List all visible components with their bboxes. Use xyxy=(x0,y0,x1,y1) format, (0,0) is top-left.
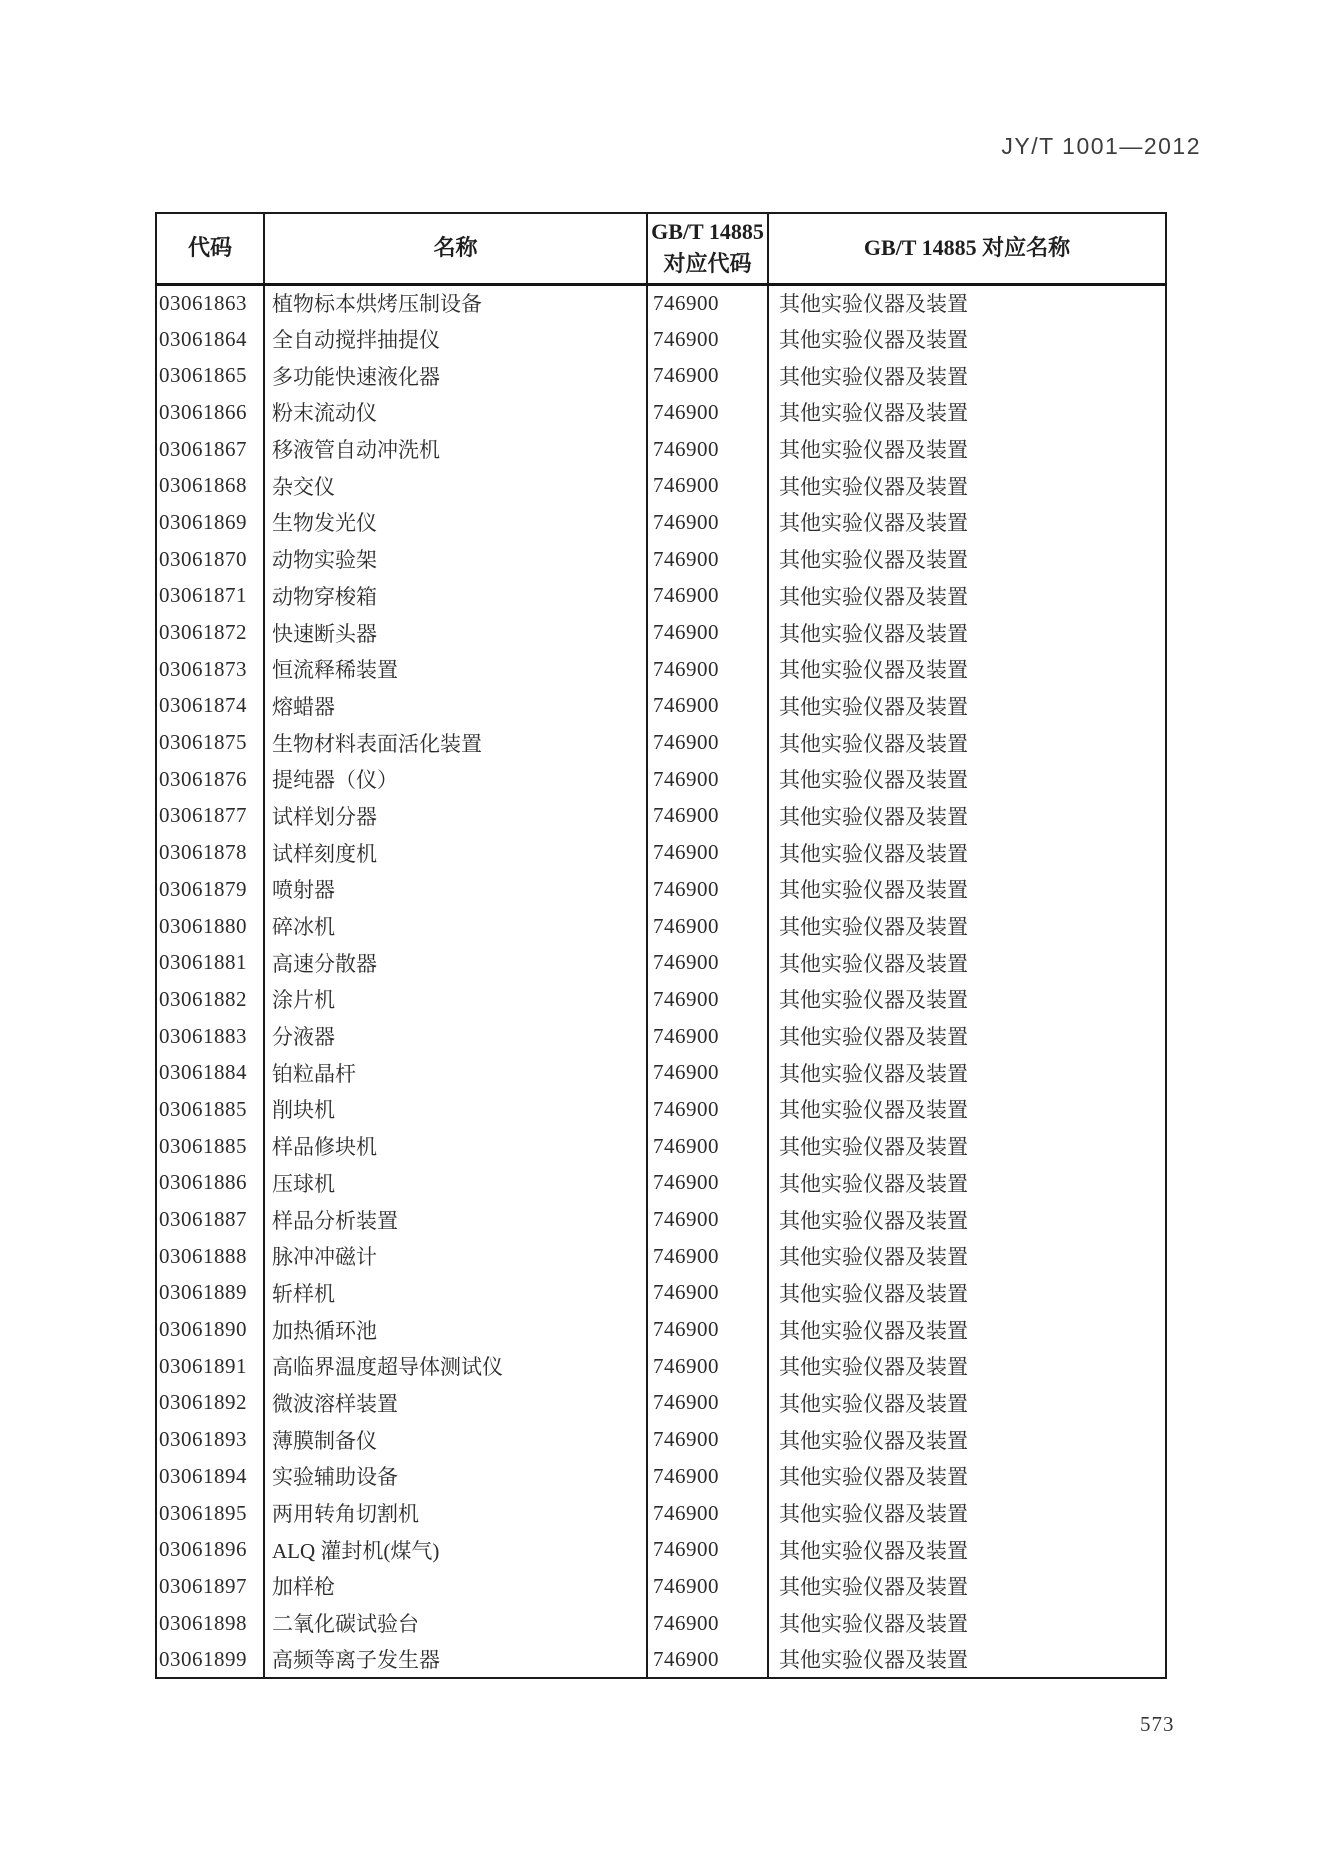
cell-gbt-name: 其他实验仪器及装置 xyxy=(779,438,968,463)
cell-name: 试样划分器 xyxy=(264,798,647,835)
cell-gbt-code: 746900 xyxy=(647,1275,768,1312)
cell-gbt-name: 其他实验仪器及装置 xyxy=(779,694,968,719)
cell-code: 03061881 xyxy=(156,944,264,981)
cell-gbt-name: 其他实验仪器及装置 xyxy=(779,1025,968,1050)
cell-gbt-code: 746900 xyxy=(647,1531,768,1568)
cell-name: 样品分析装置 xyxy=(264,1201,647,1238)
cell-name: 加样枪 xyxy=(264,1568,647,1605)
table-row xyxy=(156,1201,1166,1238)
cell-name: 移液管自动冲洗机 xyxy=(264,431,647,468)
cell-code: 03061872 xyxy=(156,614,264,651)
cell-code: 03061865 xyxy=(156,357,264,394)
cell-code: 03061887 xyxy=(156,1201,264,1238)
cell-name: 薄膜制备仪 xyxy=(264,1421,647,1458)
cell-gbt-name: 其他实验仪器及装置 xyxy=(779,401,968,426)
cell-gbt-code: 746900 xyxy=(647,908,768,945)
cell-code: 03061886 xyxy=(156,1165,264,1202)
table-row xyxy=(156,651,1166,688)
cell-code: 03061894 xyxy=(156,1458,264,1495)
col-header-name: 名称 xyxy=(264,213,647,284)
cell-gbt-name: 其他实验仪器及装置 xyxy=(779,621,968,646)
cell-name: 高频等离子发生器 xyxy=(264,1641,647,1678)
cell-name: 分液器 xyxy=(264,1018,647,1055)
table-row xyxy=(156,1091,1166,1128)
cell-gbt-code: 746900 xyxy=(647,944,768,981)
cell-code: 03061869 xyxy=(156,504,264,541)
cell-name: 粉末流动仪 xyxy=(264,394,647,431)
cell-code: 03061890 xyxy=(156,1311,264,1348)
cell-name: 动物实验架 xyxy=(264,541,647,578)
cell-gbt-code: 746900 xyxy=(647,1568,768,1605)
cell-gbt-code: 746900 xyxy=(647,1018,768,1055)
cell-code: 03061888 xyxy=(156,1238,264,1275)
cell-code: 03061898 xyxy=(156,1605,264,1642)
cell-gbt-code: 746900 xyxy=(647,284,768,321)
col-header-code: 代码 xyxy=(156,213,264,284)
table-row xyxy=(156,321,1166,358)
cell-gbt-name: 其他实验仪器及装置 xyxy=(779,1135,968,1160)
cell-gbt-code: 746900 xyxy=(647,394,768,431)
cell-name: 熔蜡器 xyxy=(264,688,647,725)
table-row xyxy=(156,1568,1166,1605)
cell-gbt-code: 746900 xyxy=(647,1054,768,1091)
cell-gbt-name: 其他实验仪器及装置 xyxy=(779,1355,968,1380)
cell-code: 03061876 xyxy=(156,761,264,798)
cell-gbt-code: 746900 xyxy=(647,504,768,541)
cell-name: 铂粒晶杆 xyxy=(264,1054,647,1091)
cell-gbt-code: 746900 xyxy=(647,321,768,358)
cell-name: 样品修块机 xyxy=(264,1128,647,1165)
table-row xyxy=(156,1054,1166,1091)
cell-gbt-name: 其他实验仪器及装置 xyxy=(779,1208,968,1233)
cell-gbt-name: 其他实验仪器及装置 xyxy=(779,1245,968,1270)
table-row xyxy=(156,1128,1166,1165)
table-row xyxy=(156,1275,1166,1312)
cell-name: 加热循环池 xyxy=(264,1311,647,1348)
cell-code: 03061868 xyxy=(156,467,264,504)
cell-gbt-name: 其他实验仪器及装置 xyxy=(779,1098,968,1123)
cell-code: 03061867 xyxy=(156,431,264,468)
cell-gbt-code: 746900 xyxy=(647,724,768,761)
cell-name: 实验辅助设备 xyxy=(264,1458,647,1495)
table-row xyxy=(156,614,1166,651)
table-row xyxy=(156,1165,1166,1202)
cell-code: 03061877 xyxy=(156,798,264,835)
cell-gbt-name: 其他实验仪器及装置 xyxy=(779,584,968,609)
cell-gbt-code: 746900 xyxy=(647,1238,768,1275)
cell-gbt-code: 746900 xyxy=(647,1201,768,1238)
cell-gbt-name: 其他实验仪器及装置 xyxy=(779,951,968,976)
table-row xyxy=(156,504,1166,541)
col-header-gbt-name: GB/T 14885 对应名称 xyxy=(768,213,1166,284)
cell-name: 生物发光仪 xyxy=(264,504,647,541)
cell-name: 试样刻度机 xyxy=(264,834,647,871)
cell-gbt-code: 746900 xyxy=(647,1128,768,1165)
code-mapping-table xyxy=(155,212,1167,1679)
table-row xyxy=(156,541,1166,578)
col-header-gbt-code-line1: GB/T 14885 xyxy=(651,219,764,245)
cell-gbt-code: 746900 xyxy=(647,871,768,908)
cell-code: 03061879 xyxy=(156,871,264,908)
cell-code: 03061897 xyxy=(156,1568,264,1605)
cell-gbt-name: 其他实验仪器及装置 xyxy=(779,768,968,793)
cell-gbt-code: 746900 xyxy=(647,1348,768,1385)
cell-gbt-name: 其他实验仪器及装置 xyxy=(779,1318,968,1343)
table-row xyxy=(156,871,1166,908)
table-row xyxy=(156,908,1166,945)
table-row xyxy=(156,944,1166,981)
cell-gbt-name: 其他实验仪器及装置 xyxy=(779,292,968,317)
col-header-gbt-code xyxy=(647,213,768,284)
cell-name: 喷射器 xyxy=(264,871,647,908)
cell-gbt-code: 746900 xyxy=(647,688,768,725)
cell-name: 高速分散器 xyxy=(264,944,647,981)
cell-name: 削块机 xyxy=(264,1091,647,1128)
cell-name: 杂交仪 xyxy=(264,467,647,504)
cell-name: 微波溶样装置 xyxy=(264,1385,647,1422)
table-header-row xyxy=(156,213,1166,284)
cell-gbt-name: 其他实验仪器及装置 xyxy=(779,548,968,573)
cell-gbt-name: 其他实验仪器及装置 xyxy=(779,1428,968,1453)
cell-code: 03061864 xyxy=(156,321,264,358)
cell-code: 03061889 xyxy=(156,1275,264,1312)
cell-gbt-code: 746900 xyxy=(647,651,768,688)
cell-gbt-code: 746900 xyxy=(647,614,768,651)
cell-code: 03061873 xyxy=(156,651,264,688)
cell-gbt-name: 其他实验仪器及装置 xyxy=(779,1538,968,1563)
table-row xyxy=(156,578,1166,615)
cell-gbt-name: 其他实验仪器及装置 xyxy=(779,731,968,756)
cell-gbt-name: 其他实验仪器及装置 xyxy=(779,1502,968,1527)
cell-code: 03061896 xyxy=(156,1531,264,1568)
table-row xyxy=(156,467,1166,504)
table-row xyxy=(156,357,1166,394)
table-row xyxy=(156,981,1166,1018)
cell-gbt-name: 其他实验仪器及装置 xyxy=(779,1465,968,1490)
table-row xyxy=(156,1421,1166,1458)
table-row xyxy=(156,1458,1166,1495)
table-row xyxy=(156,431,1166,468)
cell-gbt-code: 746900 xyxy=(647,431,768,468)
table-row xyxy=(156,761,1166,798)
cell-gbt-name: 其他实验仪器及装置 xyxy=(779,1575,968,1600)
cell-gbt-code: 746900 xyxy=(647,834,768,871)
cell-gbt-code: 746900 xyxy=(647,981,768,1018)
cell-gbt-name: 其他实验仪器及装置 xyxy=(779,1171,968,1196)
table-row xyxy=(156,1018,1166,1055)
cell-code: 03061895 xyxy=(156,1495,264,1532)
table-row xyxy=(156,688,1166,725)
cell-name: 提纯器（仪） xyxy=(264,761,647,798)
cell-code: 03061863 xyxy=(156,284,264,321)
cell-gbt-name: 其他实验仪器及装置 xyxy=(779,1061,968,1086)
table-row xyxy=(156,834,1166,871)
cell-name: 二氧化碳试验台 xyxy=(264,1605,647,1642)
cell-gbt-name: 其他实验仪器及装置 xyxy=(779,841,968,866)
cell-name: 脉冲冲磁计 xyxy=(264,1238,647,1275)
col-header-gbt-code-line2: 对应代码 xyxy=(663,251,752,277)
cell-name: 涂片机 xyxy=(264,981,647,1018)
cell-gbt-code: 746900 xyxy=(647,1605,768,1642)
cell-name: 碎冰机 xyxy=(264,908,647,945)
table-row xyxy=(156,1348,1166,1385)
cell-name: 生物材料表面活化装置 xyxy=(264,724,647,761)
table-row xyxy=(156,1385,1166,1422)
table-row xyxy=(156,798,1166,835)
cell-gbt-code: 746900 xyxy=(647,1421,768,1458)
cell-gbt-name: 其他实验仪器及装置 xyxy=(779,878,968,903)
cell-code: 03061866 xyxy=(156,394,264,431)
cell-name: 斩样机 xyxy=(264,1275,647,1312)
cell-code: 03061884 xyxy=(156,1054,264,1091)
cell-gbt-code: 746900 xyxy=(647,1641,768,1678)
cell-name: ALQ 灌封机(煤气) xyxy=(264,1531,647,1568)
cell-gbt-code: 746900 xyxy=(647,1165,768,1202)
table-row xyxy=(156,1641,1166,1678)
cell-gbt-code: 746900 xyxy=(647,761,768,798)
cell-name: 压球机 xyxy=(264,1165,647,1202)
cell-gbt-name: 其他实验仪器及装置 xyxy=(779,1391,968,1416)
cell-gbt-name: 其他实验仪器及装置 xyxy=(779,1612,968,1637)
cell-code: 03061880 xyxy=(156,908,264,945)
cell-gbt-name: 其他实验仪器及装置 xyxy=(779,511,968,536)
cell-gbt-code: 746900 xyxy=(647,541,768,578)
cell-code: 03061882 xyxy=(156,981,264,1018)
cell-name: 植物标本烘烤压制设备 xyxy=(264,284,647,321)
cell-gbt-name: 其他实验仪器及装置 xyxy=(779,658,968,683)
cell-name: 全自动搅拌抽提仪 xyxy=(264,321,647,358)
cell-code: 03061871 xyxy=(156,578,264,615)
cell-gbt-code: 746900 xyxy=(647,798,768,835)
cell-gbt-code: 746900 xyxy=(647,467,768,504)
cell-code: 03061893 xyxy=(156,1421,264,1458)
standard-number-header: JY/T 1001—2012 xyxy=(1001,133,1201,159)
table-row xyxy=(156,1495,1166,1532)
cell-code: 03061885 xyxy=(156,1128,264,1165)
cell-code: 03061892 xyxy=(156,1385,264,1422)
table-row xyxy=(156,394,1166,431)
table-row xyxy=(156,1311,1166,1348)
page-number: 573 xyxy=(1140,1712,1175,1736)
cell-gbt-code: 746900 xyxy=(647,1458,768,1495)
cell-code: 03061891 xyxy=(156,1348,264,1385)
cell-name: 高临界温度超导体测试仪 xyxy=(264,1348,647,1385)
cell-code: 03061875 xyxy=(156,724,264,761)
cell-gbt-code: 746900 xyxy=(647,578,768,615)
cell-name: 动物穿梭箱 xyxy=(264,578,647,615)
cell-gbt-name: 其他实验仪器及装置 xyxy=(779,328,968,353)
table-row xyxy=(156,1531,1166,1568)
cell-code: 03061899 xyxy=(156,1641,264,1678)
cell-code: 03061885 xyxy=(156,1091,264,1128)
cell-gbt-name: 其他实验仪器及装置 xyxy=(779,915,968,940)
cell-code: 03061883 xyxy=(156,1018,264,1055)
cell-code: 03061870 xyxy=(156,541,264,578)
cell-name: 两用转角切割机 xyxy=(264,1495,647,1532)
cell-name: 多功能快速液化器 xyxy=(264,357,647,394)
table-row xyxy=(156,724,1166,761)
cell-gbt-name: 其他实验仪器及装置 xyxy=(779,988,968,1013)
cell-code: 03061878 xyxy=(156,834,264,871)
cell-gbt-name: 其他实验仪器及装置 xyxy=(779,1648,968,1673)
cell-gbt-code: 746900 xyxy=(647,1385,768,1422)
cell-gbt-code: 746900 xyxy=(647,357,768,394)
cell-gbt-name: 其他实验仪器及装置 xyxy=(779,804,968,829)
cell-code: 03061874 xyxy=(156,688,264,725)
cell-gbt-name: 其他实验仪器及装置 xyxy=(779,474,968,499)
table-row xyxy=(156,1238,1166,1275)
cell-gbt-name: 其他实验仪器及装置 xyxy=(779,364,968,389)
cell-gbt-code: 746900 xyxy=(647,1091,768,1128)
cell-name: 快速断头器 xyxy=(264,614,647,651)
cell-gbt-code: 746900 xyxy=(647,1495,768,1532)
table-row xyxy=(156,284,1166,321)
table-row xyxy=(156,1605,1166,1642)
cell-name: 恒流释稀装置 xyxy=(264,651,647,688)
cell-gbt-code: 746900 xyxy=(647,1311,768,1348)
cell-gbt-name: 其他实验仪器及装置 xyxy=(779,1281,968,1306)
